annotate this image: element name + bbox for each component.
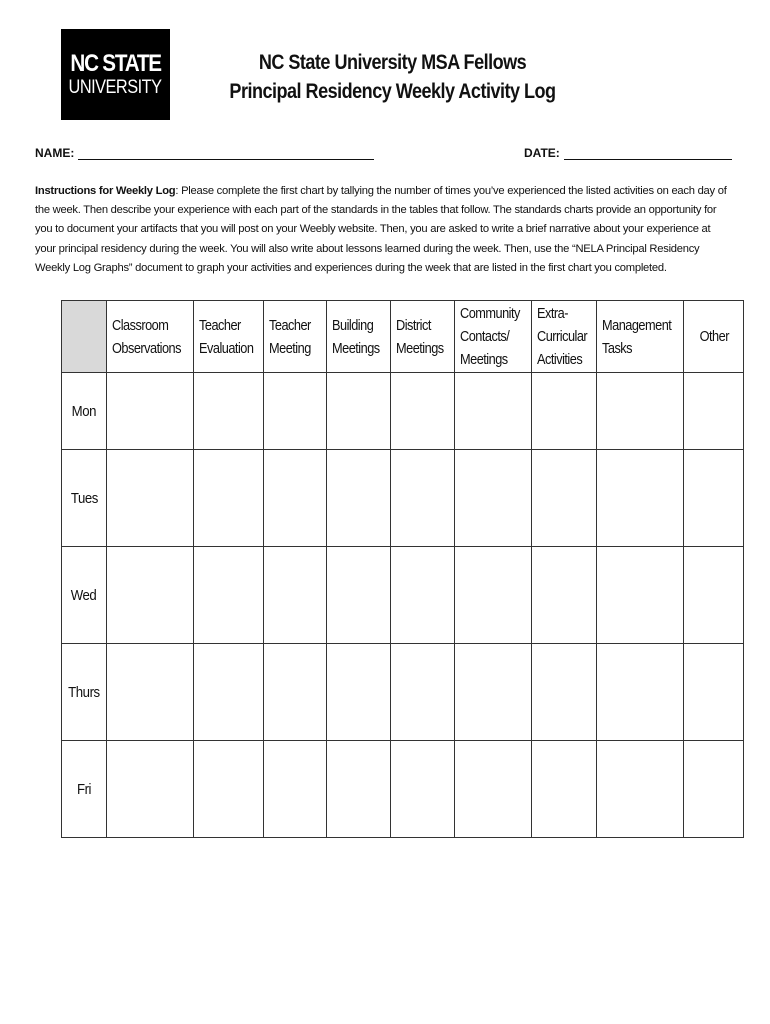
title-line-1: NC State University MSA Fellows bbox=[258, 51, 527, 74]
row-label: Thurs bbox=[62, 644, 107, 741]
tally-cell[interactable] bbox=[596, 644, 684, 741]
name-label: NAME: bbox=[35, 146, 75, 160]
tally-cell[interactable] bbox=[455, 644, 531, 741]
row-label: Fri bbox=[62, 741, 107, 838]
date-field[interactable] bbox=[524, 145, 732, 160]
weekly-activity-table bbox=[61, 300, 744, 838]
tally-cell[interactable] bbox=[107, 450, 194, 547]
tally-cell[interactable] bbox=[194, 373, 264, 450]
date-label: DATE: bbox=[524, 146, 560, 160]
tally-cell[interactable] bbox=[391, 547, 455, 644]
tally-cell[interactable] bbox=[455, 741, 531, 838]
tally-cell[interactable] bbox=[531, 450, 596, 547]
instructions-paragraph bbox=[35, 182, 733, 278]
tally-cell[interactable] bbox=[684, 450, 744, 547]
tally-cell[interactable] bbox=[264, 450, 327, 547]
tally-cell[interactable] bbox=[684, 373, 744, 450]
column-header: Community Contacts/ Meetings bbox=[455, 301, 531, 373]
tally-cell[interactable] bbox=[327, 741, 391, 838]
instructions-lead: Instructions for Weekly Log bbox=[35, 185, 176, 197]
tally-cell[interactable] bbox=[531, 741, 596, 838]
table-row bbox=[62, 450, 744, 547]
tally-cell[interactable] bbox=[684, 644, 744, 741]
row-label: Tues bbox=[62, 450, 107, 547]
instructions-body: : Please complete the first chart by tallying the number of times you’ve experienced the listed activities on each day of the week. Then describe your experience with each part of the standards in the tables that follow. The standards charts provide an opportunity for you to document your artifacts that you will post on your Weebly website. Then, you are asked to write a brief narrative about your experience at your principal residency during the week. You will also write about lessons learned during the week. Then, use the “NELA Principal Residency Weekly Log Graphs” document to graph your activities and experiences during the week that are listed in the first chart you completed. bbox=[35, 185, 727, 274]
tally-cell[interactable] bbox=[391, 373, 455, 450]
tally-cell[interactable] bbox=[264, 741, 327, 838]
tally-cell[interactable] bbox=[194, 644, 264, 741]
row-label: Mon bbox=[62, 373, 107, 450]
page-title bbox=[200, 48, 585, 106]
header-corner bbox=[62, 301, 107, 373]
tally-cell[interactable] bbox=[684, 547, 744, 644]
nc-state-logo bbox=[61, 29, 170, 120]
column-header: Other bbox=[684, 301, 744, 373]
table-row bbox=[62, 547, 744, 644]
tally-cell[interactable] bbox=[391, 450, 455, 547]
tally-cell[interactable] bbox=[596, 741, 684, 838]
tally-cell[interactable] bbox=[264, 644, 327, 741]
tally-cell[interactable] bbox=[107, 644, 194, 741]
name-field[interactable] bbox=[35, 145, 374, 160]
tally-cell[interactable] bbox=[264, 373, 327, 450]
tally-cell[interactable] bbox=[531, 373, 596, 450]
column-header: Management Tasks bbox=[596, 301, 684, 373]
column-header: District Meetings bbox=[391, 301, 455, 373]
tally-cell[interactable] bbox=[327, 373, 391, 450]
tally-cell[interactable] bbox=[684, 741, 744, 838]
tally-cell[interactable] bbox=[531, 644, 596, 741]
tally-cell[interactable] bbox=[596, 547, 684, 644]
tally-cell[interactable] bbox=[194, 547, 264, 644]
column-header: Classroom Observations bbox=[107, 301, 194, 373]
date-input-line[interactable] bbox=[564, 145, 732, 160]
column-header: Extra- Curricular Activities bbox=[531, 301, 596, 373]
tally-cell[interactable] bbox=[455, 547, 531, 644]
column-header: Building Meetings bbox=[327, 301, 391, 373]
table-row bbox=[62, 741, 744, 838]
tally-cell[interactable] bbox=[327, 450, 391, 547]
tally-cell[interactable] bbox=[107, 741, 194, 838]
tally-cell[interactable] bbox=[327, 547, 391, 644]
tally-cell[interactable] bbox=[455, 450, 531, 547]
tally-cell[interactable] bbox=[264, 547, 327, 644]
tally-cell[interactable] bbox=[391, 644, 455, 741]
logo-line-1: NC STATE bbox=[70, 49, 161, 77]
title-line-2: Principal Residency Weekly Activity Log bbox=[229, 80, 556, 103]
tally-cell[interactable] bbox=[391, 741, 455, 838]
table-row bbox=[62, 373, 744, 450]
table-header-row bbox=[62, 301, 744, 373]
column-header: Teacher Evaluation bbox=[194, 301, 264, 373]
tally-cell[interactable] bbox=[107, 373, 194, 450]
tally-cell[interactable] bbox=[596, 450, 684, 547]
tally-cell[interactable] bbox=[327, 644, 391, 741]
table-row bbox=[62, 644, 744, 741]
tally-cell[interactable] bbox=[107, 547, 194, 644]
tally-cell[interactable] bbox=[531, 547, 596, 644]
tally-cell[interactable] bbox=[194, 450, 264, 547]
row-label: Wed bbox=[62, 547, 107, 644]
tally-cell[interactable] bbox=[596, 373, 684, 450]
tally-cell[interactable] bbox=[455, 373, 531, 450]
logo-line-2: UNIVERSITY bbox=[69, 76, 162, 98]
tally-cell[interactable] bbox=[194, 741, 264, 838]
name-input-line[interactable] bbox=[78, 145, 374, 160]
column-header: Teacher Meeting bbox=[264, 301, 327, 373]
